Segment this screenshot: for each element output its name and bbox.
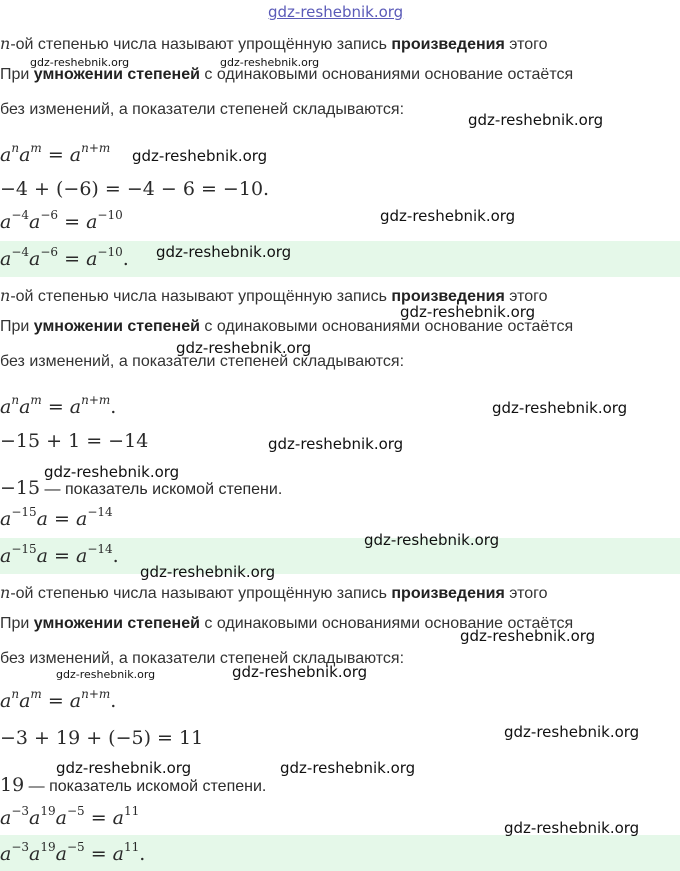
bold-term: произведения [391,36,505,53]
exp-m: m [30,393,42,407]
bold-term: произведения [391,585,505,602]
base-a: a [0,545,12,567]
rule-end: с одинаковыми основаниями основание остаётся [199,318,574,335]
n-variable: n [0,34,11,53]
rule-start: При [0,615,34,632]
base-a: a [55,807,67,829]
watermark: gdz-reshebnik.org [56,759,192,777]
rule-line-2: без изменений, а показатели степеней складываются: [0,650,405,667]
period: . [110,396,117,418]
watermark: gdz-reshebnik.org [504,819,640,837]
bold-rule: умножении степеней [33,66,200,83]
definition-text: -ой степенью числа называют упрощённую запись [10,585,392,602]
watermark-top[interactable]: gdz-reshebnik.org [268,3,404,21]
rule-start: При [0,318,34,335]
exponent-calc: −3 + 19 + (−5) = 11 [0,727,204,749]
base-a: a [0,248,12,270]
base-a: a [0,211,12,233]
exp-n: n [11,141,20,155]
exp-n: n [11,393,20,407]
watermark: gdz-reshebnik.org [280,759,416,777]
base-a: a [75,545,88,567]
n-variable: n [0,583,11,602]
watermark: gdz-reshebnik.org [468,111,604,129]
base-a: a [112,807,124,829]
base-a: a [29,211,41,233]
exp-m: m [30,141,42,155]
exponent: −15 [11,505,37,519]
period: . [122,248,129,270]
rule-line-2: без изменений, а показатели степеней складываются: [0,101,405,118]
exp-m: m [30,687,42,701]
expression [0,507,113,531]
equals-sign: = [84,807,113,829]
exponent: −5 [66,840,85,854]
base-a: a [69,396,82,418]
equals-sign: = [84,843,113,865]
base-a: a [55,843,67,865]
base-a: a [36,508,48,530]
definition-text: -ой степенью числа называют упрощённую запись [10,288,392,305]
product-formula [0,395,116,419]
base-a: a [86,211,98,233]
watermark: gdz-reshebnik.org [364,531,500,549]
exponent-calc: −15 + 1 = −14 [0,430,149,452]
base-a: a [112,843,124,865]
watermark: gdz-reshebnik.org [176,339,312,357]
base-a: a [29,807,41,829]
exponent: −10 [97,208,123,222]
exponent: −5 [66,804,85,818]
exp-sum: n+m [81,141,111,155]
watermark: gdz-reshebnik.org [140,563,276,581]
definition-end: этого [504,36,548,53]
equals-sign: = [58,211,87,233]
exponent: 11 [124,840,140,854]
exponent: −6 [40,208,59,222]
watermark: gdz-reshebnik.org [380,207,516,225]
exponent-value: −15 [0,477,41,499]
note-text: — показатель искомой степени. [40,481,283,498]
base-a: a [0,508,12,530]
equals-sign: = [47,508,76,530]
product-formula [0,689,116,713]
base-a: a [19,396,31,418]
definition-line [0,583,548,604]
base-a: a [19,144,31,166]
base-a: a [0,690,12,712]
base-a: a [0,843,12,865]
watermark: gdz-reshebnik.org [232,663,368,681]
exponent: 11 [124,804,140,818]
base-a: a [29,843,41,865]
exponent: 19 [40,804,56,818]
watermark: gdz-reshebnik.org [30,56,130,69]
base-a: a [19,690,31,712]
base-a: a [0,807,12,829]
n-variable: n [0,286,11,305]
exponent: −4 [11,245,30,259]
period: . [112,545,119,567]
base-a: a [29,248,41,270]
rule-start: При [0,66,34,83]
watermark: gdz-reshebnik.org [220,56,320,69]
exponent-calc: −4 + (−6) = −4 − 6 = −10. [0,178,270,200]
base-a: a [75,508,88,530]
rule-line-2: без изменений, а показатели степеней складываются: [0,353,405,370]
equals-sign: = [47,545,76,567]
exponent-value: 19 [0,774,25,796]
exponent: −4 [11,208,30,222]
watermark: gdz-reshebnik.org [132,147,268,165]
watermark: gdz-reshebnik.org [44,463,180,481]
exp-sum: n+m [81,687,111,701]
definition-end: этого [504,288,548,305]
rule-end: с одинаковыми основаниями основание остаётся [199,66,574,83]
base-a: a [86,248,98,270]
answer [0,842,145,866]
expression [0,210,123,234]
exp-sum: n+m [81,393,111,407]
exponent: 19 [40,840,56,854]
exp-n: n [11,687,20,701]
watermark: gdz-reshebnik.org [56,668,156,681]
exponent: −3 [11,840,30,854]
exponent: −14 [87,542,113,556]
equals-sign: = [41,690,70,712]
watermark: gdz-reshebnik.org [460,627,596,645]
product-formula [0,143,110,167]
base-a: a [69,690,82,712]
exponent: −14 [87,505,113,519]
note-text: — показатель искомой степени. [24,778,267,795]
watermark: gdz-reshebnik.org [156,243,292,261]
period: . [139,843,146,865]
exponent: −15 [11,542,37,556]
watermark: gdz-reshebnik.org [400,303,536,321]
bold-term: произведения [391,288,505,305]
watermark: gdz-reshebnik.org [492,399,628,417]
rule-end: с одинаковыми основаниями основание остаётся [199,615,574,632]
definition-line [0,34,548,55]
base-a: a [36,545,48,567]
base-a: a [0,144,12,166]
exponent: −6 [40,245,59,259]
base-a: a [69,144,82,166]
bold-rule: умножении степеней [33,615,200,632]
definition-end: этого [504,585,548,602]
watermark: gdz-reshebnik.org [268,435,404,453]
period: . [110,690,117,712]
answer [0,247,129,271]
exponent: −10 [97,245,123,259]
definition-text: -ой степенью числа называют упрощённую запись [10,36,392,53]
expression [0,806,139,830]
equals-sign: = [41,396,70,418]
bold-rule: умножении степеней [33,318,200,335]
base-a: a [0,396,12,418]
equals-sign: = [41,144,70,166]
watermark: gdz-reshebnik.org [504,723,640,741]
equals-sign: = [58,248,87,270]
exponent: −3 [11,804,30,818]
answer [0,544,119,568]
